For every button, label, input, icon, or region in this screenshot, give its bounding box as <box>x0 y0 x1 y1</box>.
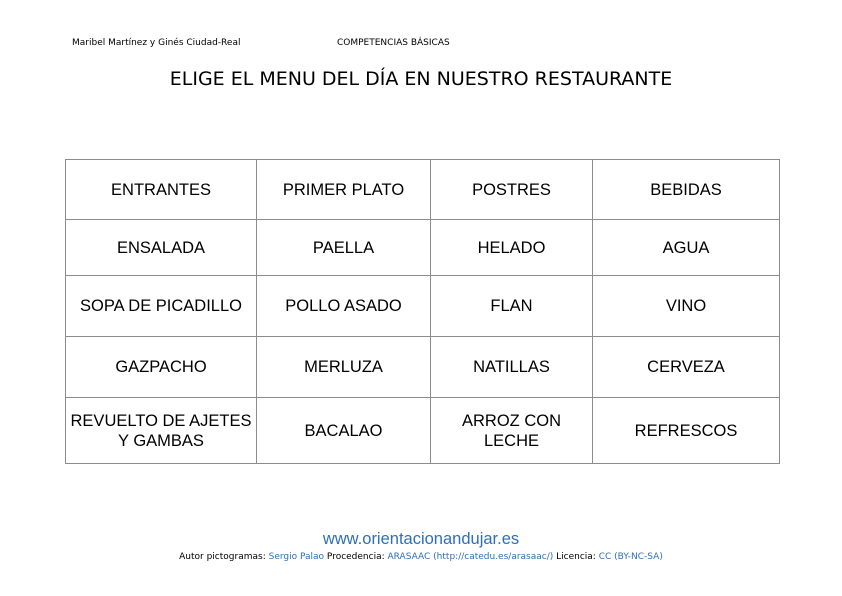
header-subject: COMPETENCIAS BÁSICAS <box>337 38 450 48</box>
menu-table <box>65 159 780 464</box>
license-label: Licencia: <box>556 552 596 562</box>
table-cell: NATILLAS <box>431 337 593 398</box>
header-cell-entrantes: ENTRANTES <box>66 160 257 220</box>
header-authors: Maribel Martínez y Ginés Ciudad-Real <box>72 38 241 48</box>
table-cell: HELADO <box>431 220 593 276</box>
table-row <box>66 337 780 398</box>
source-label: Procedencia: <box>326 552 385 562</box>
table-cell: ARROZ CON LECHE <box>431 398 593 464</box>
table-cell: MERLUZA <box>257 337 431 398</box>
table-cell: SOPA DE PICADILLO <box>66 276 257 337</box>
table-cell: POLLO ASADO <box>257 276 431 337</box>
table-row <box>66 276 780 337</box>
table-header-row <box>66 160 780 220</box>
table-cell: CERVEZA <box>593 337 780 398</box>
author-link[interactable]: Sergio Palao <box>268 552 325 562</box>
table-cell: FLAN <box>431 276 593 337</box>
table-cell: REFRESCOS <box>593 398 780 464</box>
table-cell: BACALAO <box>257 398 431 464</box>
table-cell: REVUELTO DE AJETES Y GAMBAS <box>66 398 257 464</box>
table-row <box>66 398 780 464</box>
header-cell-postres: POSTRES <box>431 160 593 220</box>
table-cell: GAZPACHO <box>66 337 257 398</box>
header-cell-bebidas: BEBIDAS <box>593 160 780 220</box>
source-link[interactable]: ARASAAC <box>387 552 431 562</box>
table-cell: VINO <box>593 276 780 337</box>
header-cell-primer-plato: PRIMER PLATO <box>257 160 431 220</box>
website-link[interactable]: www.orientacionandujar.es <box>322 530 520 548</box>
table-cell: ENSALADA <box>66 220 257 276</box>
credits-line <box>0 552 842 562</box>
author-label: Autor pictogramas: <box>179 552 266 562</box>
source-url-link[interactable]: (http://catedu.es/arasaac/) <box>433 552 554 562</box>
page-title: ELIGE EL MENU DEL DÍA EN NUESTRO RESTAURANTE <box>169 68 673 90</box>
table-row <box>66 220 780 276</box>
license-link[interactable]: CC (BY-NC-SA) <box>598 552 663 562</box>
table-cell: AGUA <box>593 220 780 276</box>
table-cell: PAELLA <box>257 220 431 276</box>
